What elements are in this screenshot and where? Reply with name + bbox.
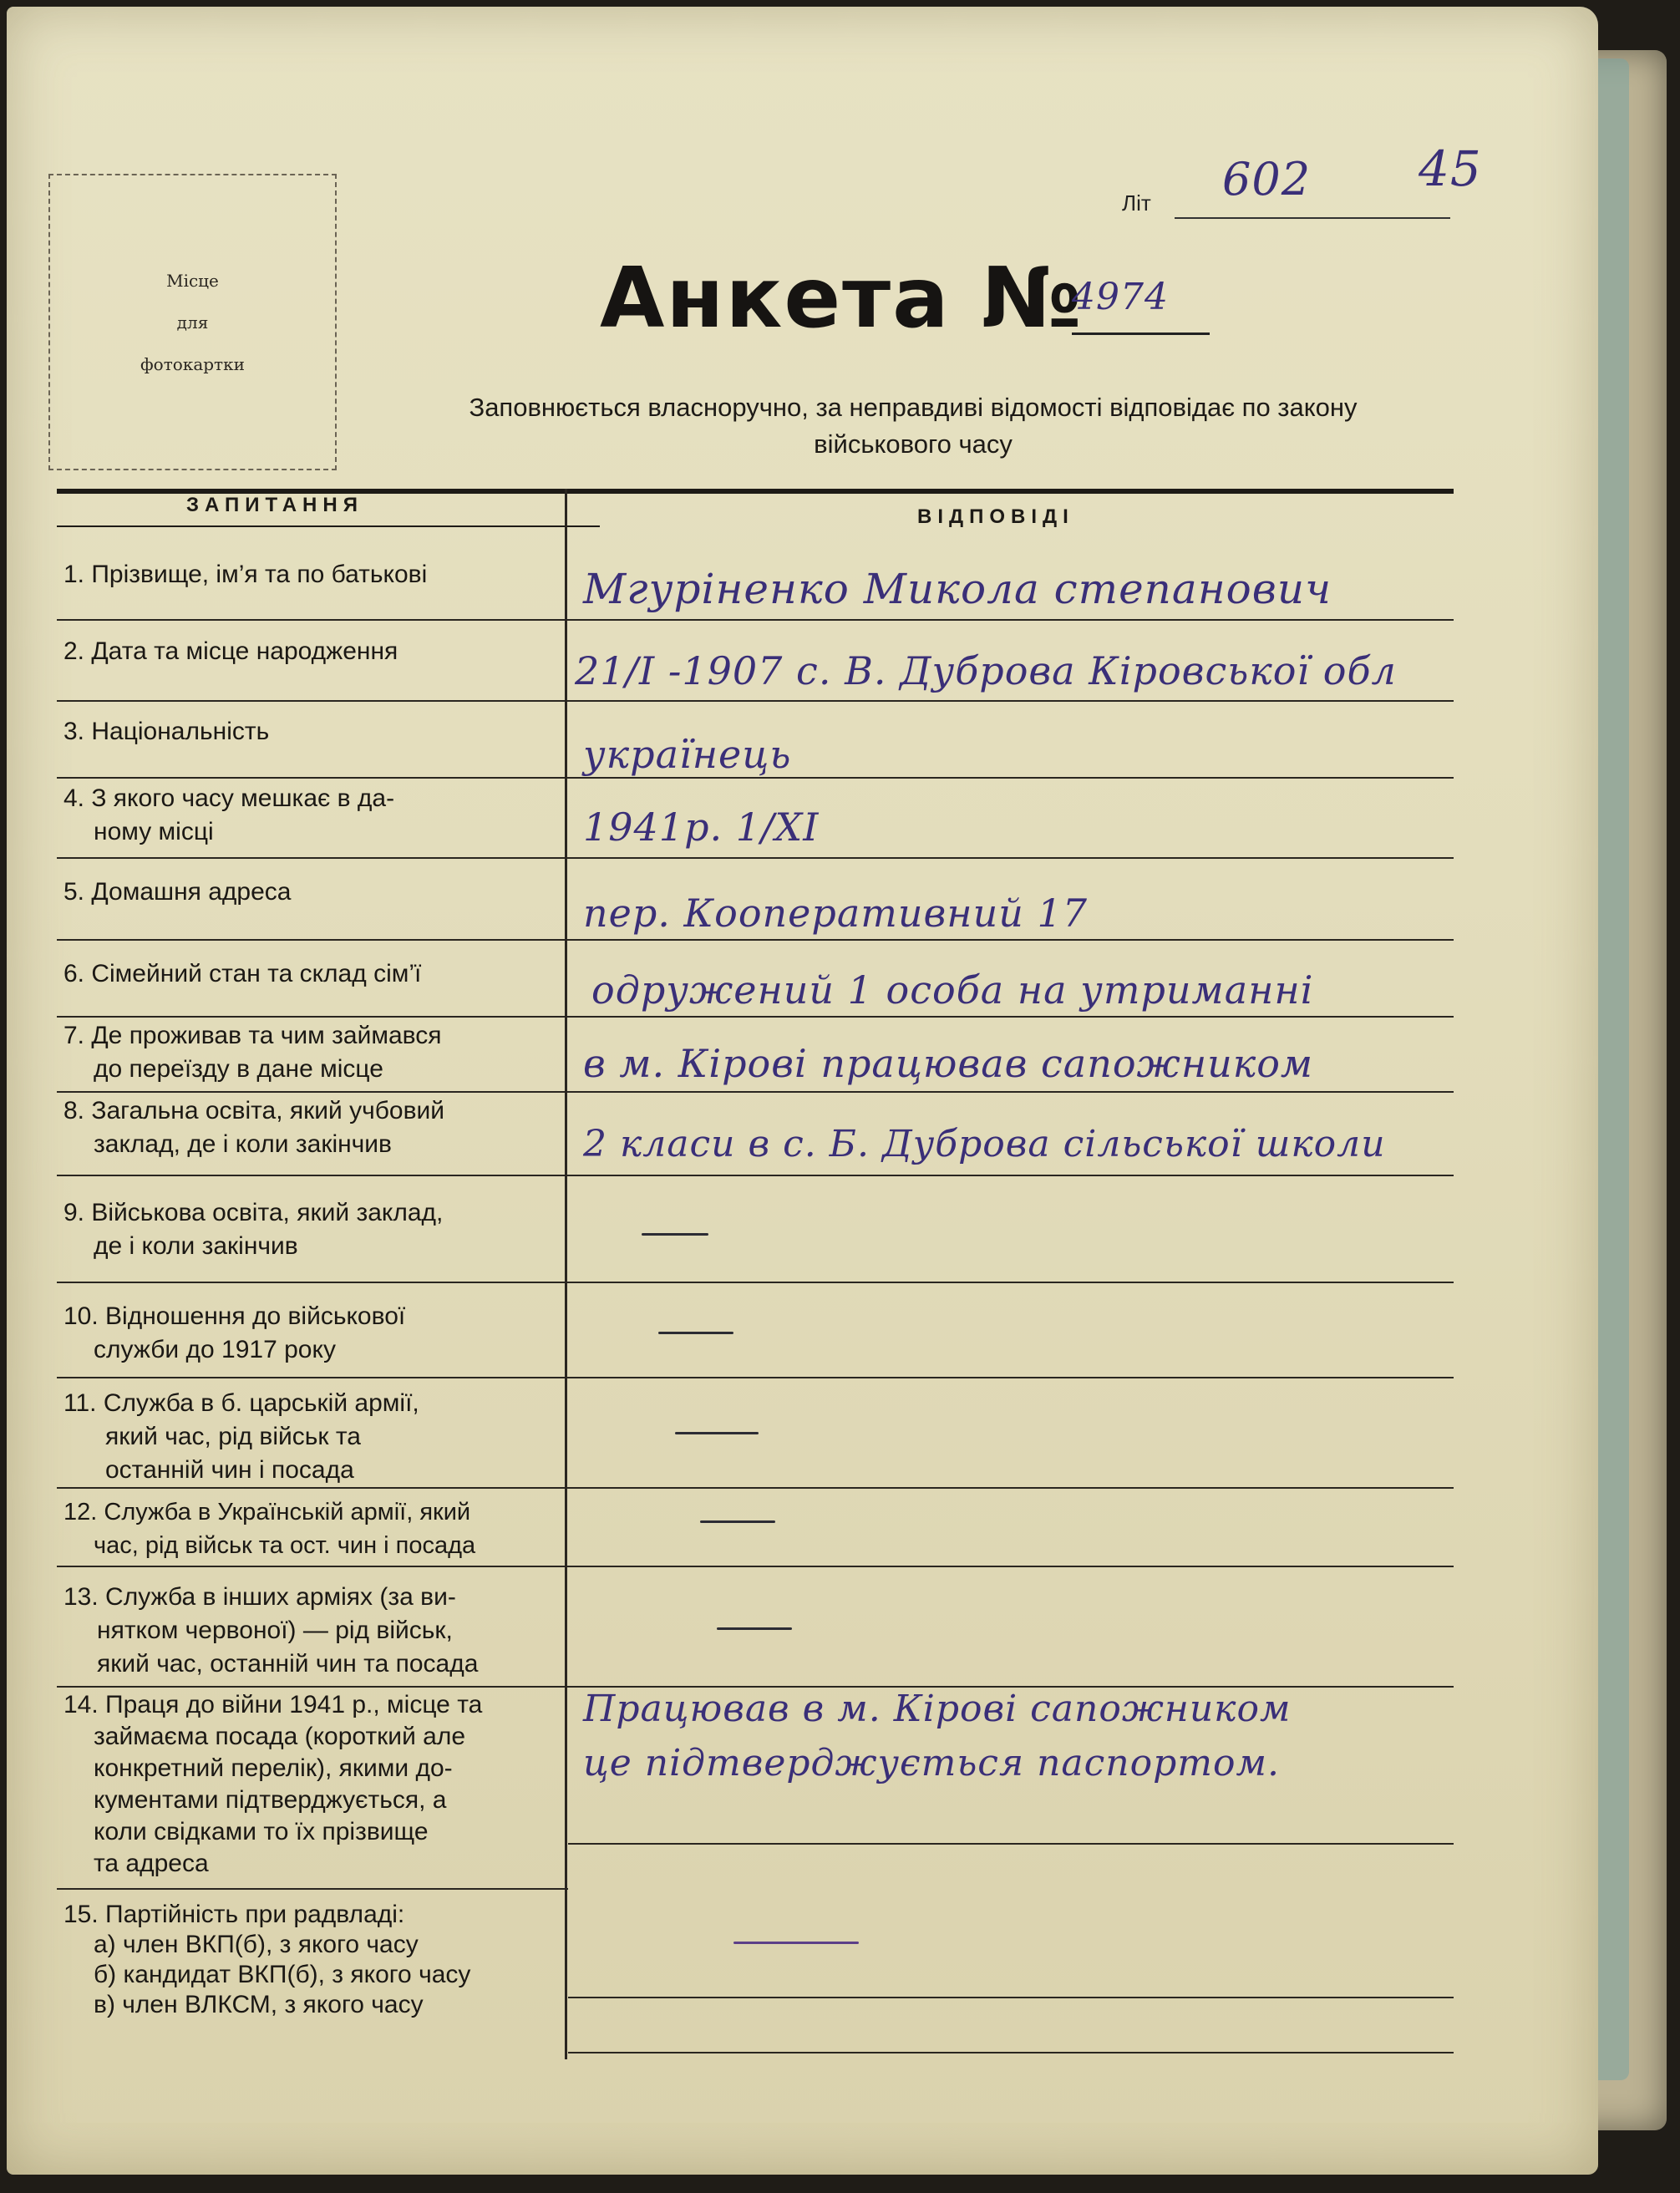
subtitle: [366, 389, 1460, 463]
row-rule: [57, 1888, 568, 1890]
photo-placeholder-line: для: [176, 312, 209, 333]
question-line: 11. Служба в б. царській армії,: [63, 1389, 419, 1417]
question-line: 9. Військова освіта, який заклад,: [63, 1199, 444, 1226]
question-line: 6. Сімейний стан та склад сім’ї: [63, 960, 422, 987]
question-line: а) член ВКП(б), з якого часу: [94, 1931, 419, 1958]
photo-placeholder-line: фотокартки: [140, 353, 245, 374]
question-11: [63, 1387, 573, 1487]
question-14: [63, 1689, 573, 1880]
answer-11: [675, 1432, 759, 1434]
row-rule: [57, 1282, 568, 1283]
subtitle-line: військового часу: [814, 429, 1013, 459]
answer-line: [568, 857, 1454, 859]
question-line: займаєма посада (короткий але: [94, 1723, 466, 1750]
column-header-questions: ЗАПИТАННЯ: [186, 494, 363, 516]
question-line: 4. З якого часу мешкає в да-: [63, 784, 395, 812]
question-line: який час, останній чин та посада: [97, 1650, 479, 1678]
answer-line: [568, 700, 1454, 702]
row-rule: [57, 700, 568, 702]
question-line: кументами підтверджується, а: [94, 1786, 447, 1814]
question-line: 7. Де проживав та чим займався: [63, 1022, 442, 1049]
question-8: [63, 1094, 573, 1161]
question-line: 8. Загальна освіта, який учбовий: [63, 1097, 445, 1124]
question-line: 3. Національність: [63, 718, 270, 745]
row-rule: [57, 1091, 568, 1093]
question-4: [63, 782, 573, 849]
answer-9: [642, 1233, 708, 1236]
question-1: [63, 558, 573, 591]
row-rule: [57, 619, 568, 621]
answer-3: українець: [583, 732, 792, 777]
answer-13: [717, 1627, 792, 1630]
answer-line: [568, 2052, 1454, 2053]
answer-12: [700, 1520, 775, 1523]
question-line: 14. Праця до війни 1941 р., місце та: [63, 1691, 483, 1718]
question-13: [63, 1581, 573, 1681]
question-3: [63, 715, 573, 749]
header-rule-thin: [57, 525, 600, 527]
question-line: нятком червоної) — рід військ,: [97, 1617, 453, 1644]
subtitle-line: Заповнюється власноручно, за неправдиві відомості відповідає по закону: [469, 393, 1358, 422]
question-9: [63, 1196, 573, 1263]
lit-underline: [1175, 217, 1450, 219]
question-5: [63, 876, 573, 909]
question-line: 13. Служба в інших арміях (за ви-: [63, 1583, 456, 1611]
question-line: 5. Домашня адреса: [63, 878, 292, 906]
question-line: та адреса: [94, 1850, 209, 1877]
question-line: останній чин і посада: [105, 1456, 354, 1484]
question-7: [63, 1019, 573, 1086]
question-line: де і коли закінчив: [94, 1232, 298, 1260]
question-line: конкретний перелік), якими до-: [94, 1754, 453, 1782]
lit-value: 602: [1222, 153, 1312, 206]
question-line: 15. Партійність при радвладі:: [63, 1901, 405, 1928]
corner-number: 45: [1419, 140, 1482, 197]
answer-line: [568, 777, 1454, 779]
answer-line: [568, 1377, 1454, 1378]
answer-line: [568, 619, 1454, 621]
row-rule: [57, 1487, 568, 1489]
question-line: який час, рід військ та: [105, 1423, 361, 1450]
answer-5: пер. Кооперативний 17: [583, 891, 1088, 936]
row-rule: [57, 1686, 568, 1688]
row-rule: [57, 939, 568, 941]
page-title: Анкета №: [600, 249, 1084, 347]
row-rule: [57, 777, 568, 779]
answer-line-text: Працював в м. Кірові сапожником: [583, 1688, 1292, 1730]
question-line: б) кандидат ВКП(б), з якого часу: [94, 1961, 471, 1988]
question-line: в) член ВЛКСМ, з якого часу: [94, 1991, 424, 2018]
question-line: заклад, де і коли закінчив: [94, 1130, 392, 1158]
column-header-answers: ВІДПОВІДІ: [917, 505, 1074, 528]
photo-placeholder: [48, 174, 337, 470]
answer-line: [568, 1282, 1454, 1283]
question-line: 10. Відношення до військової: [63, 1302, 406, 1330]
answer-7: в м. Кірові працював сапожником: [583, 1041, 1314, 1086]
lit-label: Літ: [1122, 190, 1151, 216]
answer-line: [568, 1487, 1454, 1489]
answer-2: 21/I -1907 с. В. Дуброва Кіровської обл: [575, 648, 1397, 693]
answer-line: [568, 1997, 1454, 1998]
answer-8: 2 класи в с. Б. Дуброва сільської школи: [583, 1123, 1386, 1165]
answer-1: Мгуріненко Микола степанович: [583, 565, 1332, 613]
answer-6: одружений 1 особа на утриманні: [591, 967, 1314, 1013]
question-15: [63, 1900, 573, 2020]
question-line: 1. Прізвище, ім’я та по батькові: [63, 561, 428, 588]
row-rule: [57, 1377, 568, 1378]
answer-line: [568, 1016, 1454, 1018]
question-line: час, рід військ та ост. чин і посада: [94, 1532, 476, 1559]
row-rule: [57, 857, 568, 859]
question-line: коли свідками то їх прізвище: [94, 1818, 429, 1845]
photo-placeholder-line: Місце: [166, 270, 219, 291]
question-line: служби до 1917 року: [94, 1336, 336, 1363]
row-rule: [57, 1175, 568, 1176]
form-number-underline: [1072, 333, 1210, 335]
answer-line: [568, 1566, 1454, 1567]
answer-14: [583, 1688, 1291, 1784]
answer-line: [568, 1091, 1454, 1093]
question-line: 12. Служба в Українській армії, який: [63, 1499, 471, 1525]
question-2: [63, 635, 573, 668]
answer-line: [568, 939, 1454, 941]
row-rule: [57, 1566, 568, 1567]
form-number: 4974: [1072, 276, 1169, 318]
question-line: до переїзду в дане місце: [94, 1055, 383, 1083]
row-rule: [57, 1016, 568, 1018]
question-line: 2. Дата та місце народження: [63, 637, 398, 665]
answer-line-text: це підтверджується паспортом.: [583, 1742, 1280, 1784]
answer-4: 1941р. 1/XI: [583, 805, 820, 850]
answer-10: [658, 1332, 733, 1334]
question-12: [63, 1495, 573, 1562]
answer-line: [568, 1175, 1454, 1176]
question-10: [63, 1300, 573, 1367]
answer-15: [733, 1942, 859, 1944]
questionnaire-page: [7, 7, 1598, 2175]
answer-line: [568, 1843, 1454, 1845]
question-6: [63, 957, 573, 991]
question-line: ному місці: [94, 818, 214, 845]
